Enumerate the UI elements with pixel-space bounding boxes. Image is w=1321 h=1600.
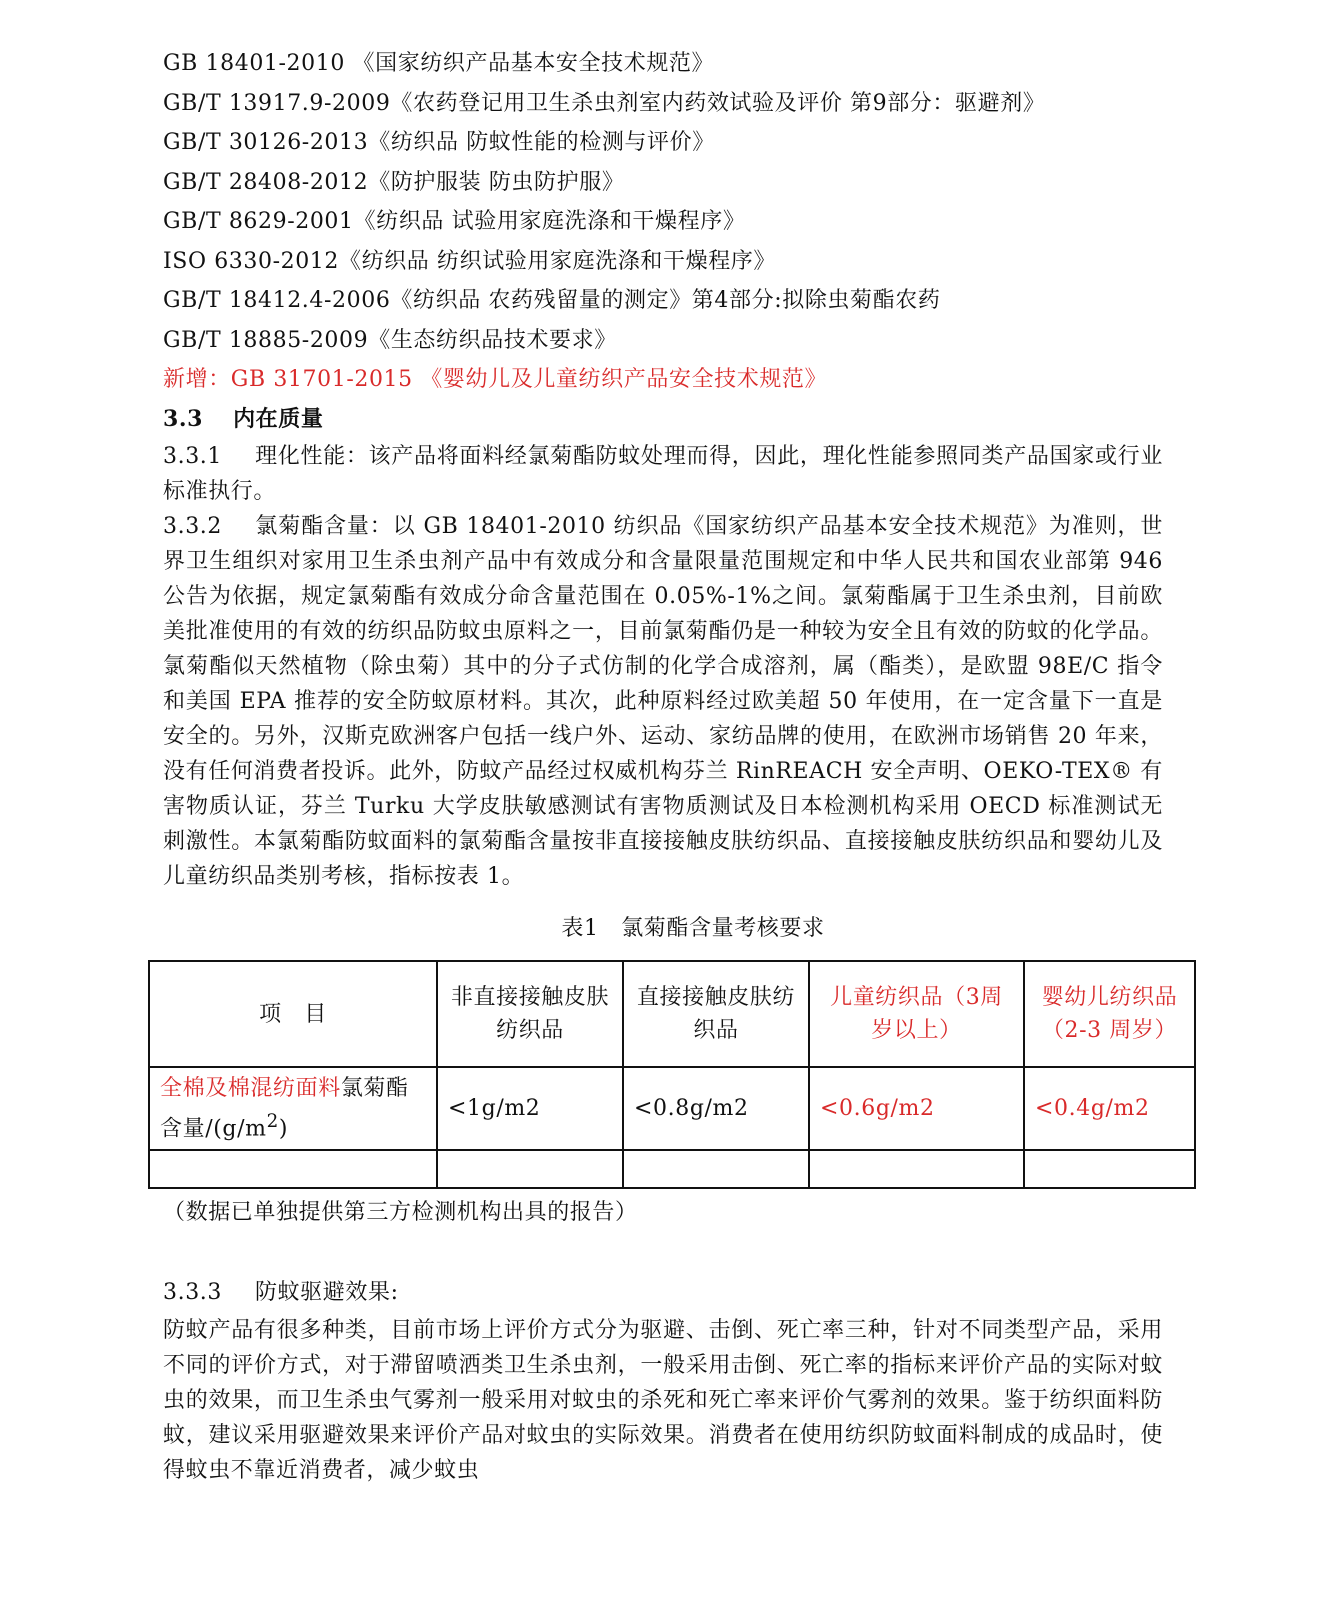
table-note: （数据已单独提供第三方检测机构出具的报告） bbox=[163, 1200, 638, 1226]
clause-number: 3.3.1 bbox=[163, 444, 222, 469]
clause-text: 理化性能：该产品将面料经氯菊酯防蚊处理而得，因此，理化性能参照同类产品国家或行业标准执行。 bbox=[163, 444, 1163, 504]
empty-cell bbox=[149, 1150, 437, 1188]
permethrin-content-table bbox=[148, 960, 1196, 1189]
cell-direct: <0.8g/m2 bbox=[623, 1067, 809, 1150]
header-infant: 婴幼儿纺织品（2-3 周岁） bbox=[1024, 961, 1195, 1067]
header-non-direct: 非直接接触皮肤纺织品 bbox=[437, 961, 623, 1067]
reference-item: GB/T 28408-2012《防护服装 防虫防护服》 bbox=[163, 169, 625, 195]
table-caption: 表1 氯菊酯含量考核要求 bbox=[561, 916, 825, 941]
cell-non-direct: <1g/m2 bbox=[437, 1067, 623, 1150]
clause-number: 3.3.3 bbox=[163, 1280, 222, 1306]
reference-item: GB 18401-2010 《国家纺织产品基本安全技术规范》 bbox=[163, 51, 715, 76]
header-direct: 直接接触皮肤纺织品 bbox=[623, 961, 809, 1067]
empty-cell bbox=[809, 1150, 1024, 1188]
section-title: 内在质量 bbox=[233, 405, 324, 432]
reference-item: GB/T 13917.9-2009《农药登记用卫生杀虫剂室内药效试验及评价 第9部分：驱避剂》 bbox=[163, 90, 1046, 116]
empty-cell bbox=[623, 1150, 809, 1188]
paragraph-3-3-1 bbox=[163, 439, 1163, 509]
table-row bbox=[149, 1067, 1195, 1150]
clause-number: 3.3.2 bbox=[163, 514, 222, 539]
row-label-superscript: 2 bbox=[266, 1111, 279, 1132]
table-header-row bbox=[149, 961, 1195, 1067]
reference-item: GB/T 18412.4-2006《纺织品 农药残留量的测定》第4部分:拟除虫菊酯农药 bbox=[163, 288, 941, 313]
reference-item: GB/T 8629-2001《纺织品 试验用家庭洗涤和干燥程序》 bbox=[163, 209, 746, 234]
paragraph-3-3-3: 防蚊产品有很多种类，目前市场上评价方式分为驱避、击倒、死亡率三种，针对不同类型产品，采用不同的评价方式，对于滞留喷洒类卫生杀虫剂，一般采用击倒、死亡率的指标来评价产品的实际对蚊虫的效果，而卫生杀虫气雾剂一般采用对蚊虫的杀死和死亡率来评价气雾剂的效果。鉴于纺织面料防蚊，建议采用驱避效果来评价产品对蚊虫的实际效果。消费者在使用纺织防蚊面料制成的成品时，使得蚊虫不靠近消费者，减少蚊虫 bbox=[163, 1317, 1163, 1483]
row-label-close: ) bbox=[278, 1116, 289, 1142]
document-body bbox=[160, 44, 1178, 1488]
reference-item: GB/T 18885-2009《生态纺织品技术要求》 bbox=[163, 327, 617, 353]
new-reference-item: 新增：GB 31701-2015 《婴幼儿及儿童纺织产品安全技术规范》 bbox=[163, 367, 828, 392]
empty-cell bbox=[1024, 1150, 1195, 1188]
table-row-empty bbox=[149, 1150, 1195, 1188]
header-item: 项 目 bbox=[149, 961, 437, 1067]
row-label-content: 氯菊酯含量/(g/m bbox=[160, 1076, 409, 1142]
section-number: 3.3 bbox=[163, 405, 204, 432]
header-children: 儿童纺织品（3周岁以上） bbox=[809, 961, 1024, 1067]
section-heading bbox=[163, 400, 1163, 440]
row-label bbox=[149, 1067, 437, 1150]
clause-title: 防蚊驱避效果: bbox=[255, 1280, 399, 1306]
clause-text: 氯菊酯含量：以 GB 18401-2010 纺织品《国家纺织产品基本安全技术规范》为准则，世界卫生组织对家用卫生杀虫剂产品中有效成分和含量限量范围规定和中华人民共和国农业部第 946 公告为依据，规定氯菊酯有效成分命含量范围在 0.05%-1%之间。氯菊酯属于卫生杀虫剂，目前欧美批准使用的有效的纺织品防蚊虫原料之一，目前氯菊酯仍是一种较为安全且有效的防蚊的化学品。氯菊酯似天然植物（除虫菊）其中的分子式仿制的化学合成溶剂，属（酯类），是欧盟 98E/C 指令和美国 EPA 推荐的安全防蚊原材料。其次，此种原料经过欧美超 50 年使用，在一定含量下一直是安全的。另外，汉斯克欧洲客户包括一线户外、运动、家纺品牌的使用，在欧洲市场销售 20 年来，没有任何消费者投诉。此外，防蚊产品经过权威机构芬兰 RinREACH 安全声明、OEKO-TEX® 有害物质认证，芬兰 Turku 大学皮肤敏感测试有害物质测试及日本检测机构采用 OECD 标准测试无刺激性。本氯菊酯防蚊面料的氯菊酯含量按非直接接触皮肤纺织品、直接接触皮肤纺织品和婴幼儿及儿童纺织品类别考核，指标按表 1。 bbox=[163, 514, 1163, 889]
row-label-fabric: 全棉及棉混纺面料 bbox=[160, 1076, 341, 1101]
reference-list bbox=[163, 44, 1163, 400]
paragraph-3-3-2 bbox=[163, 509, 1163, 894]
empty-cell bbox=[437, 1150, 623, 1188]
reference-item: GB/T 30126-2013《纺织品 防蚊性能的检测与评价》 bbox=[163, 130, 715, 155]
cell-children: <0.6g/m2 bbox=[809, 1067, 1024, 1150]
reference-item: ISO 6330-2012《纺织品 纺织试验用家庭洗涤和干燥程序》 bbox=[163, 248, 776, 274]
cell-infant: <0.4g/m2 bbox=[1024, 1067, 1195, 1150]
clause-heading-3-3-3 bbox=[163, 1273, 1163, 1313]
